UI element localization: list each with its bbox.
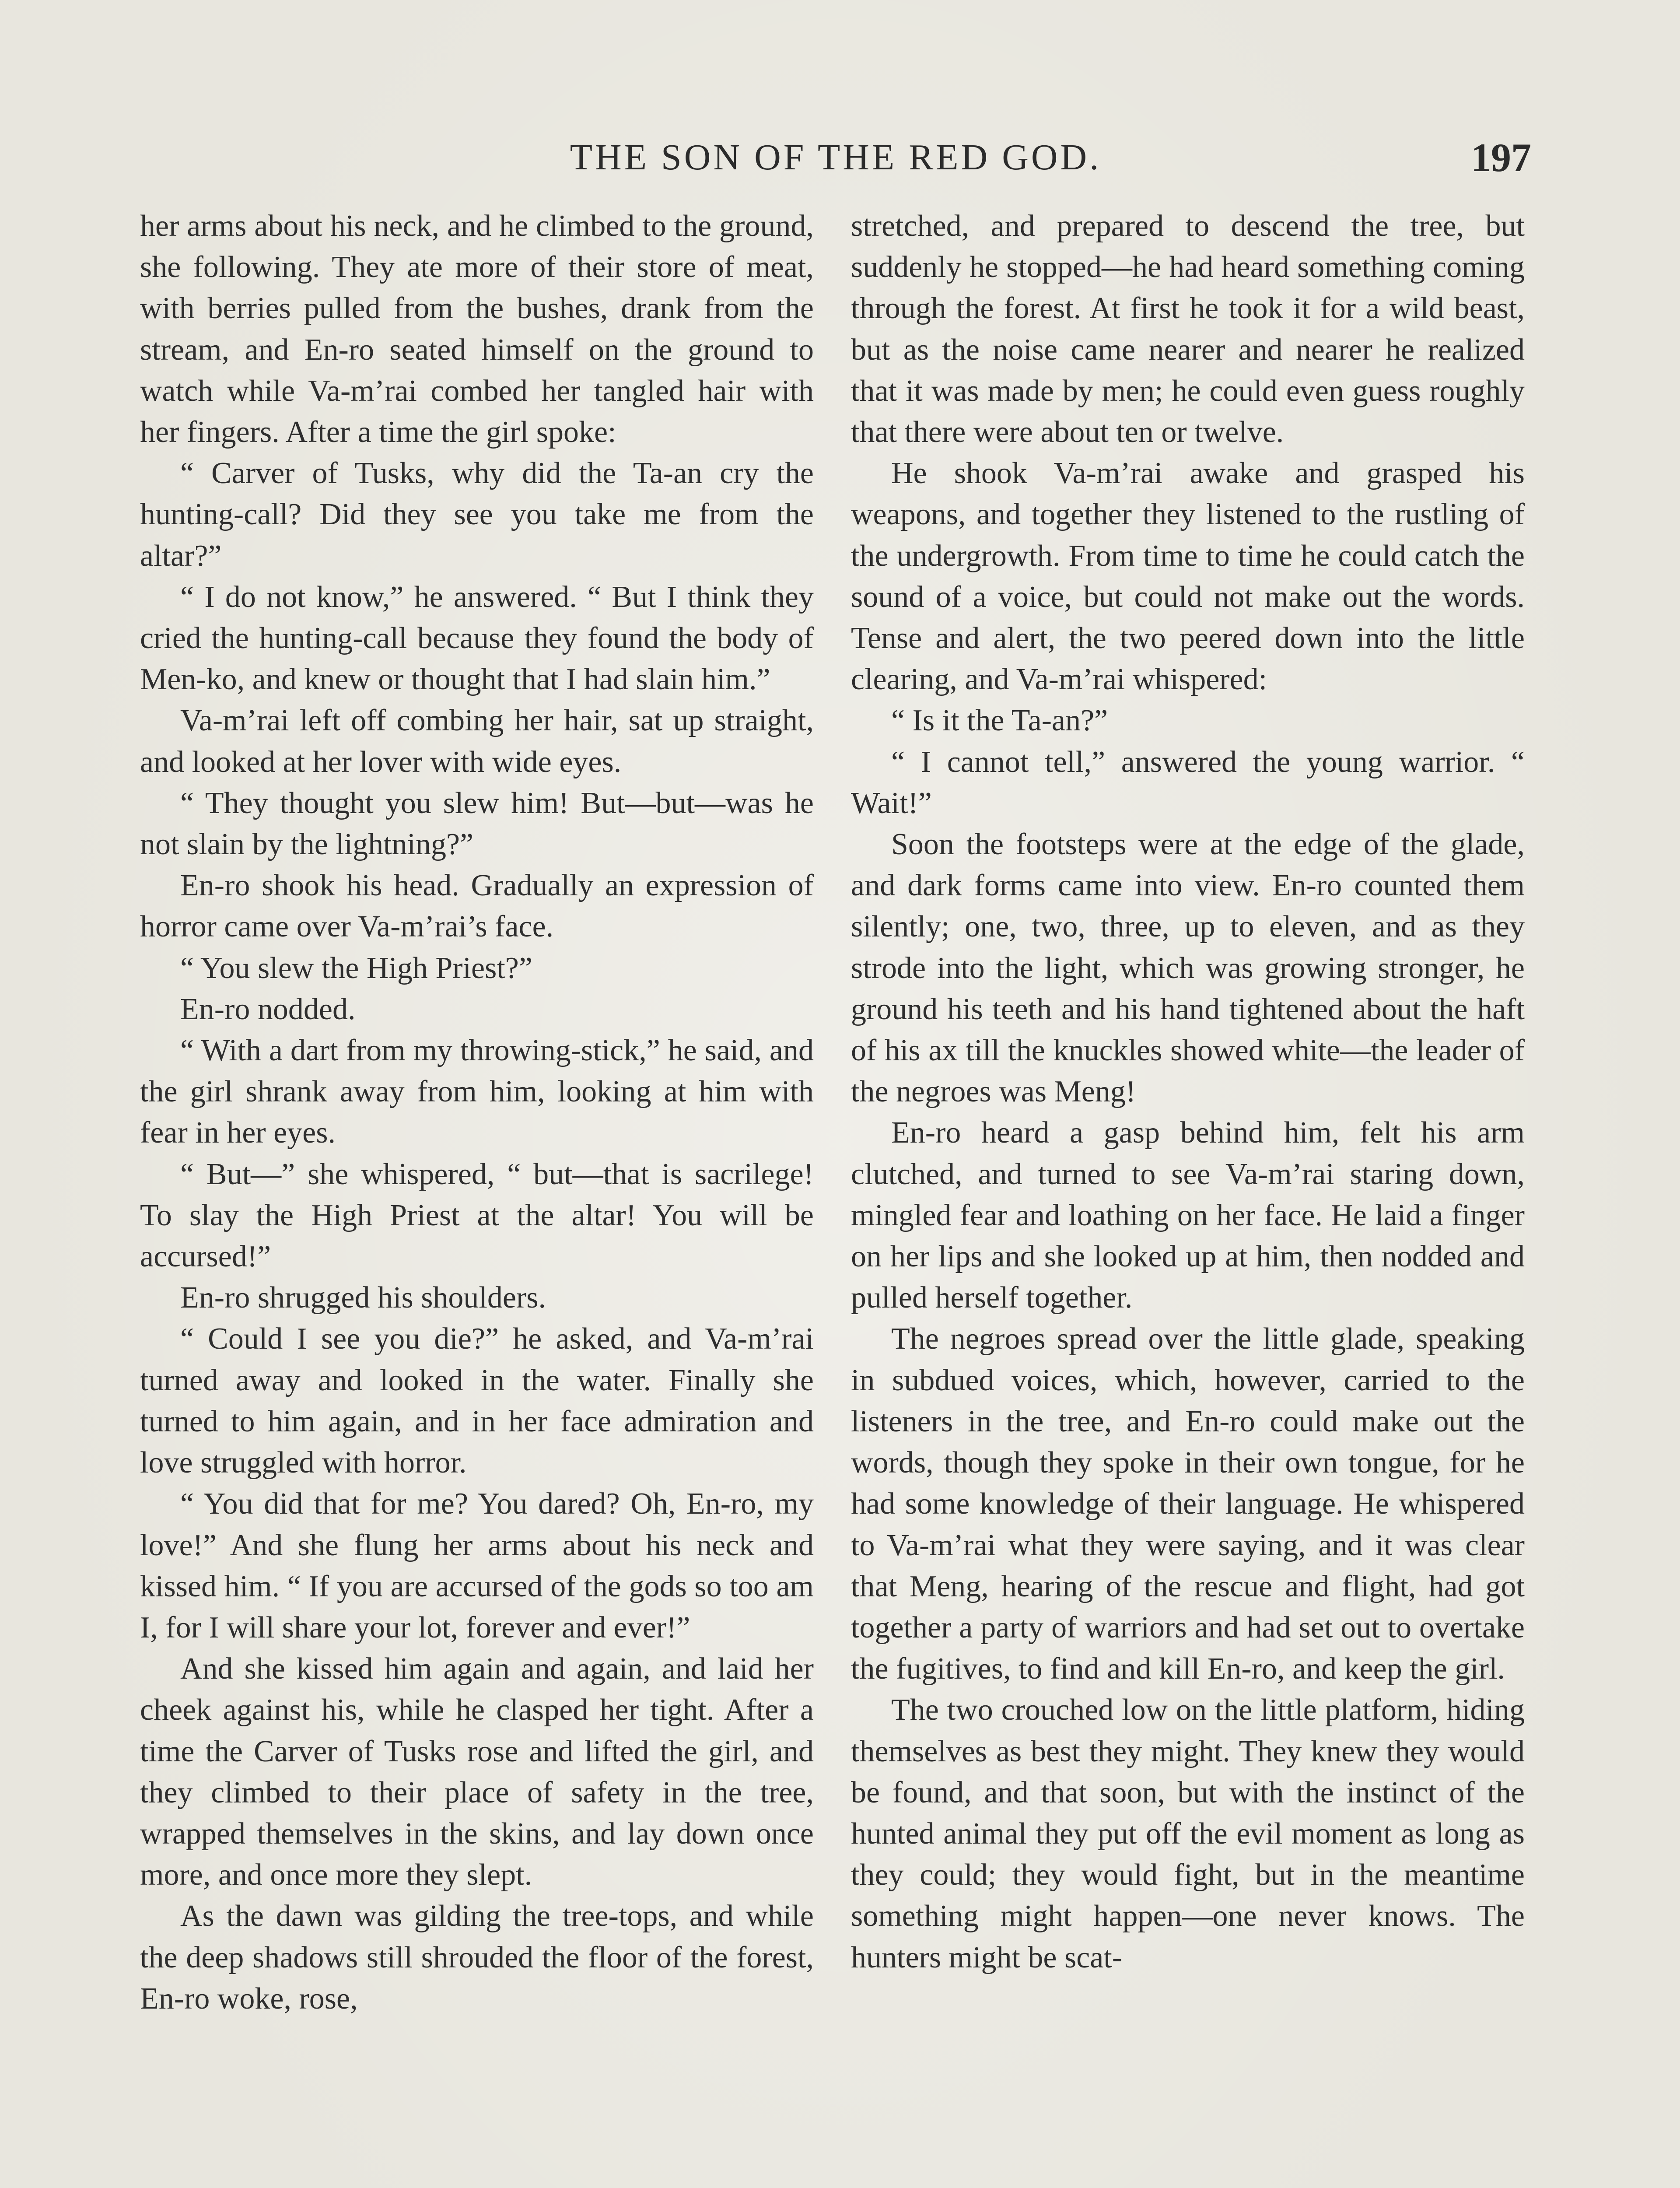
paragraph: En-ro shrugged his shoulders. [180, 1281, 546, 1315]
page-number: 197 [1471, 135, 1531, 180]
paragraph: En-ro shook his head. Gradually an expression of horror came over Va-m’rai’s face. [140, 869, 814, 944]
paragraph: The negroes spread over the little glade, speaking in subdued voices, which, however, carried to the listeners in the tree, and En-ro could make out the words, though they spoke in their own tongue, for he had some knowledge of their language. He whispered to Va-m’rai what they were saying, and it was clear that Meng, hearing of the rescue and flight, had got together a party of warriors and had set out to overtake the fugitives, to find and kill En-ro, and keep the girl. [851, 1322, 1525, 1686]
paragraph: Va-m’rai left off combing her hair, sat up straight, and looked at her lover with wide eyes. [140, 704, 814, 779]
paragraph: And she kissed him again and again, and laid her cheek against his, while he clasped her tight. After a time the Carver of Tusks rose and lifted the girl, and they climbed to their place of safety in the tree, wrapped themselves in the skins, and lay down once more, and once more they slept. [140, 1652, 814, 1892]
left-column [140, 206, 814, 2020]
paragraph: “ With a dart from my throwing-stick,” he said, and the girl shrank away from him, looking at him with fear in her eyes. [140, 1034, 814, 1150]
paragraph: “ Carver of Tusks, why did the Ta-an cry the hunting-call? Did they see you take me from the altar?” [140, 456, 814, 573]
paragraph: “ Could I see you die?” he asked, and Va-m’rai turned away and looked in the water. Finally she turned to him again, and in her face admiration and love struggled with horror. [140, 1322, 814, 1480]
paragraph: “ You did that for me? You dared? Oh, En-ro, my love!” And she flung her arms about his neck and kissed him. “ If you are accursed of the gods so too am I, for I will share your lot, forever and ever!” [140, 1487, 814, 1645]
paragraph: “ You slew the High Priest?” [180, 951, 532, 985]
paragraph: Soon the footsteps were at the edge of the glade, and dark forms came into view. En-ro counted them silently; one, two, three, up to eleven, and as they strode into the light, which was growing stronger, he ground his teeth and his hand tightened about the haft of his ax till the knuckles showed white—the leader of the negroes was Meng! [851, 828, 1525, 1109]
paragraph: stretched, and prepared to descend the tree, but suddenly he stopped—he had heard something coming through the forest. At first he took it for a wild beast, but as the noise came nearer and nearer he realized that it was made by men; he could even guess roughly that there were about ten or twelve. [851, 209, 1525, 449]
right-column [851, 206, 1525, 1978]
paragraph: “ Is it the Ta-an?” [891, 704, 1108, 738]
paragraph: As the dawn was gilding the tree-tops, and while the deep shadows still shrouded the floor of the forest, En-ro woke, rose, [140, 1899, 814, 2016]
paragraph: He shook Va-m’rai awake and grasped his weapons, and together they listened to the rustling of the undergrowth. From time to time he could catch the sound of a voice, but could not make out the words. Tense and alert, the two peered down into the little clearing, and Va-m’rai whispered: [851, 456, 1525, 697]
paragraph: En-ro heard a gasp behind him, felt his arm clutched, and turned to see Va-m’rai staring down, mingled fear and loathing on her face. He laid a finger on her lips and she looked up at him, then nodded and pulled herself together. [851, 1116, 1525, 1315]
page-header [140, 127, 1531, 188]
running-head: THE SON OF THE RED GOD. [570, 137, 1102, 178]
paragraph: “ I cannot tell,” answered the young warrior. “ Wait!” [851, 745, 1525, 820]
paragraph: En-ro nodded. [180, 992, 356, 1026]
paragraph: her arms about his neck, and he climbed to the ground, she following. They ate more of their store of meat, with berries pulled from the bushes, drank from the stream, and En-ro seated himself on the ground to watch while Va-m’rai combed her tangled hair with her fingers. After a time the girl spoke: [140, 209, 814, 449]
paragraph: “ But—” she whispered, “ but—that is sacrilege! To slay the High Priest at the altar! You will be accursed!” [140, 1157, 814, 1274]
paragraph: The two crouched low on the little platform, hiding themselves as best they might. They knew they would be found, and that soon, but with the instinct of the hunted animal they put off the evil moment as long as they could; they would fight, but in the meantime something might happen—one never knows. The hunters might be scat- [851, 1693, 1525, 1974]
paragraph: “ They thought you slew him! But—but—was he not slain by the lightning?” [140, 786, 814, 862]
paragraph: “ I do not know,” he answered. “ But I think they cried the hunting-call because they found the body of Men-ko, and knew or thought that I had slain him.” [140, 580, 814, 697]
